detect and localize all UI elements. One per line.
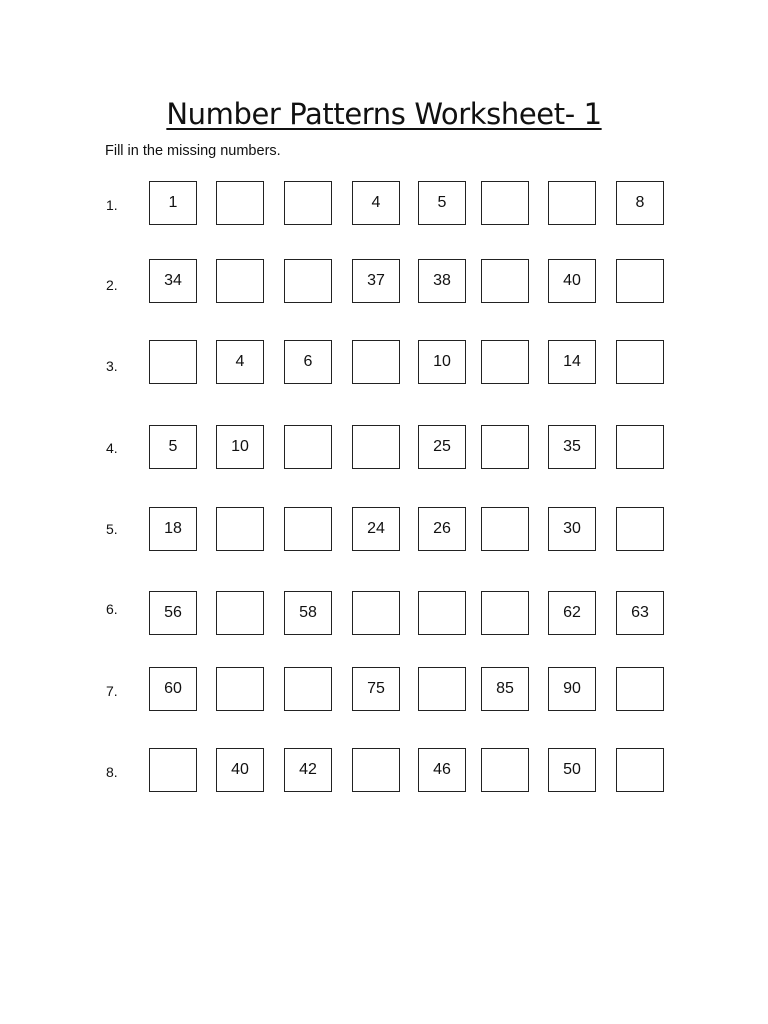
number-box[interactable]	[616, 507, 664, 551]
problem-number: 4.	[106, 440, 118, 456]
number-box[interactable]: 6	[284, 340, 332, 384]
problem-number: 1.	[106, 197, 118, 213]
number-box[interactable]	[616, 667, 664, 711]
number-box[interactable]	[216, 591, 264, 635]
number-box[interactable]: 58	[284, 591, 332, 635]
number-box[interactable]: 5	[418, 181, 466, 225]
number-box[interactable]	[616, 748, 664, 792]
problem-row-4	[0, 425, 768, 471]
number-box[interactable]	[481, 259, 529, 303]
number-box[interactable]	[149, 340, 197, 384]
number-box[interactable]	[481, 507, 529, 551]
problem-row-8	[0, 748, 768, 794]
number-box[interactable]: 60	[149, 667, 197, 711]
number-box[interactable]	[216, 259, 264, 303]
problem-row-3	[0, 340, 768, 386]
number-box[interactable]	[284, 181, 332, 225]
number-box[interactable]: 4	[216, 340, 264, 384]
number-box[interactable]: 62	[548, 591, 596, 635]
problem-row-6	[0, 591, 768, 637]
number-box[interactable]	[481, 340, 529, 384]
number-box[interactable]: 8	[616, 181, 664, 225]
number-box[interactable]: 10	[418, 340, 466, 384]
number-box[interactable]: 30	[548, 507, 596, 551]
number-box[interactable]	[352, 340, 400, 384]
number-box[interactable]: 63	[616, 591, 664, 635]
number-box[interactable]	[616, 425, 664, 469]
instructions: Fill in the missing numbers.	[105, 143, 281, 159]
number-box[interactable]: 50	[548, 748, 596, 792]
problem-row-5	[0, 507, 768, 553]
number-box[interactable]	[284, 667, 332, 711]
problem-number: 8.	[106, 764, 118, 780]
number-box[interactable]: 4	[352, 181, 400, 225]
number-box[interactable]	[352, 425, 400, 469]
number-box[interactable]: 14	[548, 340, 596, 384]
number-box[interactable]	[284, 507, 332, 551]
number-box[interactable]: 40	[548, 259, 596, 303]
number-box[interactable]	[352, 748, 400, 792]
number-box[interactable]	[548, 181, 596, 225]
number-box[interactable]	[481, 425, 529, 469]
number-box[interactable]	[352, 591, 400, 635]
number-box[interactable]	[418, 591, 466, 635]
problem-row-1	[0, 181, 768, 227]
problem-row-2	[0, 259, 768, 305]
number-box[interactable]	[216, 181, 264, 225]
number-box[interactable]: 10	[216, 425, 264, 469]
number-box[interactable]: 40	[216, 748, 264, 792]
worksheet-title-text: Number Patterns Worksheet- 1	[166, 97, 602, 131]
number-box[interactable]: 42	[284, 748, 332, 792]
number-box[interactable]: 5	[149, 425, 197, 469]
number-box[interactable]	[216, 507, 264, 551]
number-box[interactable]: 38	[418, 259, 466, 303]
problem-number: 5.	[106, 521, 118, 537]
number-box[interactable]	[616, 340, 664, 384]
number-box[interactable]: 24	[352, 507, 400, 551]
problem-number: 3.	[106, 358, 118, 374]
problem-number: 7.	[106, 683, 118, 699]
number-box[interactable]	[481, 591, 529, 635]
number-box[interactable]	[284, 425, 332, 469]
number-box[interactable]: 75	[352, 667, 400, 711]
number-box[interactable]: 26	[418, 507, 466, 551]
problem-number: 2.	[106, 277, 118, 293]
number-box[interactable]: 90	[548, 667, 596, 711]
number-box[interactable]: 56	[149, 591, 197, 635]
problem-row-7	[0, 667, 768, 713]
number-box[interactable]: 37	[352, 259, 400, 303]
number-box[interactable]	[616, 259, 664, 303]
number-box[interactable]: 46	[418, 748, 466, 792]
number-box[interactable]	[149, 748, 197, 792]
number-box[interactable]	[284, 259, 332, 303]
number-box[interactable]	[481, 181, 529, 225]
number-box[interactable]: 35	[548, 425, 596, 469]
number-box[interactable]: 34	[149, 259, 197, 303]
number-box[interactable]	[481, 748, 529, 792]
number-box[interactable]	[216, 667, 264, 711]
number-box[interactable]: 1	[149, 181, 197, 225]
number-box[interactable]: 85	[481, 667, 529, 711]
problem-number: 6.	[106, 601, 118, 617]
number-box[interactable]: 18	[149, 507, 197, 551]
number-box[interactable]: 25	[418, 425, 466, 469]
number-box[interactable]	[418, 667, 466, 711]
